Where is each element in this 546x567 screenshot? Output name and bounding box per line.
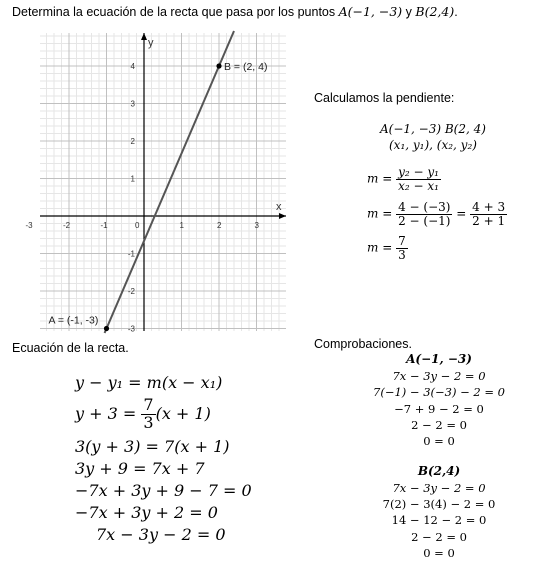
check-b-title: B(2,4) bbox=[417, 464, 461, 478]
slope-subst-eq: = bbox=[456, 206, 467, 221]
check-b-line: 7(2) − 3(4) − 2 = 0 bbox=[382, 497, 496, 511]
slope-points-line: A(−1, −3) B(2, 4) bbox=[380, 122, 486, 136]
slope-subst-num2: 4 + 3 bbox=[472, 200, 506, 214]
slope-result-den: 3 bbox=[398, 247, 406, 262]
check-b-line: 2 − 2 = 0 bbox=[411, 530, 467, 544]
point-b-label: B = (2, 4) bbox=[224, 61, 268, 73]
x-tick-label: -1 bbox=[100, 221, 108, 230]
point-a bbox=[104, 326, 109, 331]
check-b-line: 7x − 3y − 2 = 0 bbox=[392, 481, 486, 495]
slope-formula bbox=[367, 166, 441, 192]
check-a-title: A(−1, −3) bbox=[406, 352, 472, 366]
check-b-line: 14 − 12 − 2 = 0 bbox=[391, 513, 487, 527]
y-tick-label: 4 bbox=[130, 62, 135, 71]
check-heading: Comprobaciones. bbox=[314, 337, 412, 351]
x-tick-label: 1 bbox=[179, 221, 184, 230]
check-b-line: 0 = 0 bbox=[423, 546, 455, 560]
equation-line-2-num: 7 bbox=[143, 395, 154, 414]
y-tick-label: 3 bbox=[130, 99, 135, 109]
slope-result bbox=[367, 235, 408, 261]
point-a-text: A(−1, −3) bbox=[338, 4, 403, 19]
check-a-line: −7 + 9 − 2 = 0 bbox=[394, 402, 484, 416]
point-a-label: A = (-1, -3) bbox=[48, 314, 99, 327]
slope-formula-num: y₂ − y₁ bbox=[398, 165, 439, 179]
y-axis-label: y bbox=[148, 37, 154, 49]
y-tick-label: 1 bbox=[130, 174, 135, 184]
x-tick-label: 3 bbox=[254, 221, 259, 230]
slope-formula-lhs: m = bbox=[367, 171, 393, 186]
equation-line-2-rhs: (x + 1) bbox=[155, 403, 211, 423]
y-tick-label: -1 bbox=[127, 249, 135, 259]
equation-line-4: 3y + 9 = 7x + 7 bbox=[75, 459, 205, 478]
slope-formula-den: x₂ − x₁ bbox=[398, 178, 439, 193]
x-axis-label: x bbox=[276, 201, 282, 213]
equation-line-2 bbox=[75, 397, 211, 432]
check-a-line: 7(−1) − 3(−3) − 2 = 0 bbox=[373, 385, 505, 399]
equation-line-2-den: 3 bbox=[143, 412, 154, 432]
slope-subst-den1: 2 − (−1) bbox=[398, 213, 451, 228]
slope-subst-den2: 2 + 1 bbox=[472, 213, 506, 228]
point-b bbox=[216, 63, 221, 68]
equation-line-7: 7x − 3y − 2 = 0 bbox=[96, 525, 226, 544]
equation-line-3: 3(y + 3) = 7(x + 1) bbox=[75, 437, 230, 456]
equation-line-5: −7x + 3y + 9 − 7 = 0 bbox=[75, 481, 252, 500]
equation-line-6: −7x + 3y + 2 = 0 bbox=[75, 503, 218, 522]
statement-text: Determina la ecuación de la recta que pasa por los puntos bbox=[12, 5, 339, 19]
slope-substitution bbox=[367, 201, 507, 227]
equation-heading: Ecuación de la recta. bbox=[12, 341, 129, 355]
coordinate-graph bbox=[25, 33, 286, 334]
x-tick-label: -2 bbox=[63, 221, 71, 230]
problem-statement bbox=[12, 4, 458, 19]
line-ab bbox=[105, 31, 234, 333]
slope-result-lhs: m = bbox=[367, 240, 393, 255]
point-b-text: B(2,4) bbox=[415, 4, 455, 19]
y-tick-label: -3 bbox=[127, 324, 135, 334]
equation-line-1: y − y₁ = m(x − x₁) bbox=[75, 373, 223, 392]
slope-subst-num1: 4 − (−3) bbox=[398, 200, 451, 214]
slope-result-num: 7 bbox=[398, 234, 406, 248]
check-a-line: 0 = 0 bbox=[423, 434, 455, 448]
x-axis-arrow bbox=[279, 213, 286, 219]
statement-and: y bbox=[402, 5, 416, 19]
x-tick-label: -3 bbox=[25, 221, 33, 230]
check-a-line: 7x − 3y − 2 = 0 bbox=[392, 369, 486, 383]
slope-subst-lhs: m = bbox=[367, 206, 393, 221]
y-tick-label: -2 bbox=[127, 287, 135, 296]
slope-heading: Calculamos la pendiente: bbox=[314, 91, 455, 105]
slope-coords-line: (x₁, y₁), (x₂, y₂) bbox=[389, 138, 477, 152]
x-tick-label: 0 bbox=[135, 221, 140, 230]
check-a-line: 2 − 2 = 0 bbox=[411, 418, 467, 432]
statement-period: . bbox=[454, 5, 458, 19]
equation-line-2-lhs: y + 3 = bbox=[75, 403, 137, 423]
y-tick-label: 2 bbox=[130, 137, 135, 146]
x-tick-label: 2 bbox=[217, 221, 222, 230]
